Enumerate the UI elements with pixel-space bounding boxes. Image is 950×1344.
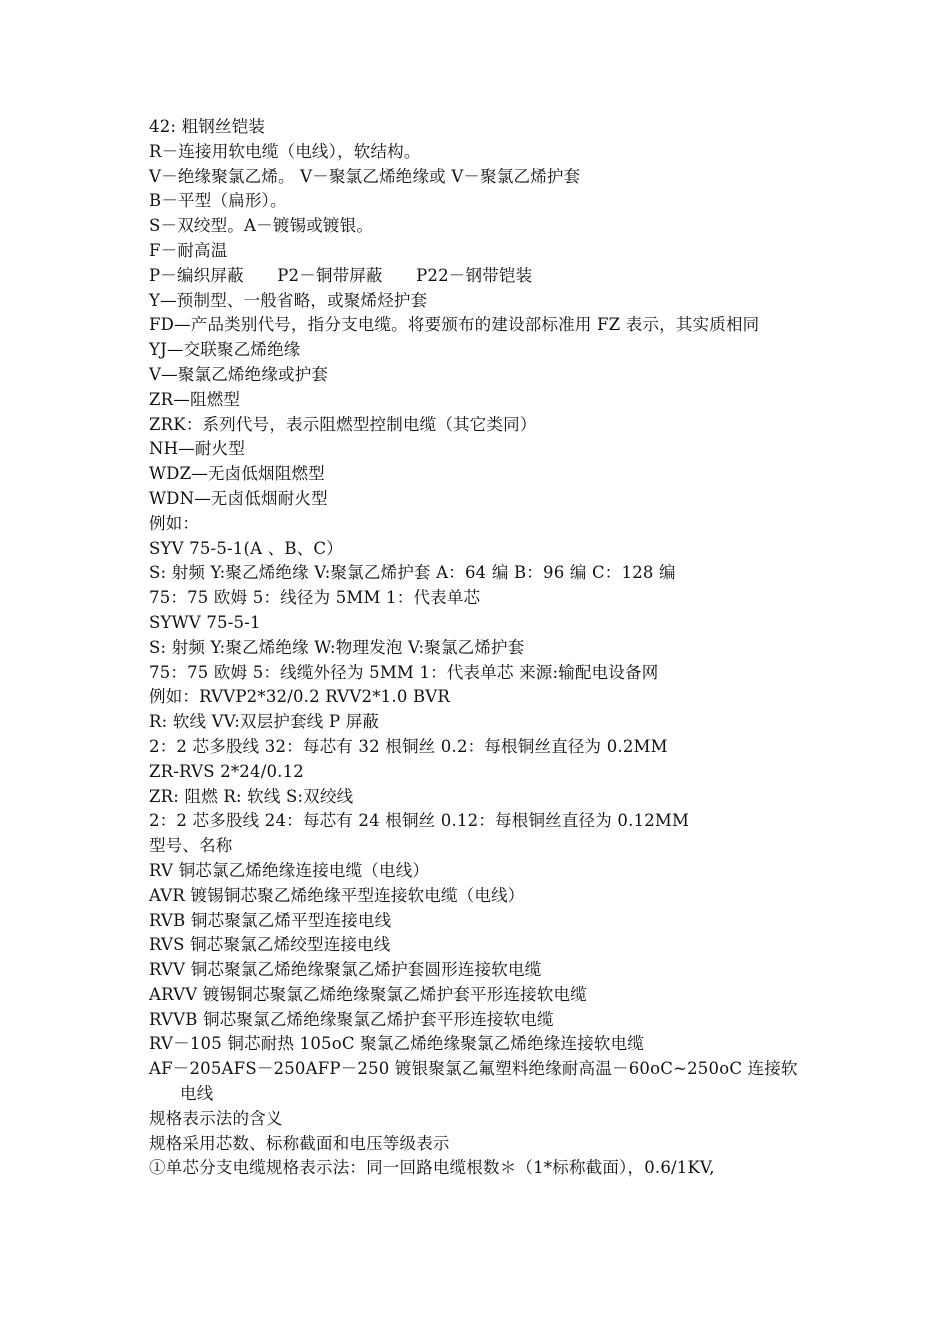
text-line: NH—耐火型 — [149, 439, 246, 459]
text-line: RV 铜芯氯乙烯绝缘连接电缆（电线） — [149, 860, 430, 880]
text-line: FD—产品类别代号，指分支电缆。将要颁布的建设部标准用 FZ 表示，其实质相同 — [149, 315, 760, 335]
text-line: SYWV 75-5-1 — [149, 612, 261, 632]
text-line: WDZ—无卤低烟阻燃型 — [149, 464, 325, 484]
text-line: V—聚氯乙烯绝缘或护套 — [149, 364, 329, 384]
text-line: 2：2 芯多股线 24：每芯有 24 根铜丝 0.12：每根铜丝直径为 0.12MM — [149, 811, 690, 831]
text-line: ZR: 阻燃 R: 软线 S:双绞线 — [149, 786, 354, 806]
text-line: SYV 75-5-1(A 、B、C） — [149, 538, 343, 558]
document-body — [149, 115, 814, 1181]
text-line: ARVV 镀锡铜芯聚氯乙烯绝缘聚氯乙烯护套平形连接软电缆 — [149, 984, 587, 1004]
text-line: 规格表示法的含义 — [149, 1108, 283, 1128]
text-line: AF－205AFS－250AFP－250 镀银聚氯乙氟塑料绝缘耐高温－60oC~250oC 连接软电线 — [149, 1059, 798, 1104]
text-line: RV－105 铜芯耐热 105oC 聚氯乙烯绝缘聚氯乙烯绝缘连接软电缆 — [149, 1034, 645, 1054]
text-line: ZR-RVS 2*24/0.12 — [149, 761, 305, 781]
text-line: P－编织屏蔽 P2－铜带屏蔽 P22－钢带铠装 — [149, 265, 533, 285]
text-line: RVV 铜芯聚氯乙烯绝缘聚氯乙烯护套圆形连接软电缆 — [149, 960, 542, 980]
text-line: ①单芯分支电缆规格表示法：同一回路电缆根数＊（1*标称截面），0.6/1KV, — [149, 1158, 715, 1178]
text-line: ZR—阻燃型 — [149, 389, 241, 409]
text-line: B－平型（扁形）。 — [149, 191, 287, 211]
text-line: R: 软线 VV:双层护套线 P 屏蔽 — [149, 712, 380, 732]
text-line: S－双绞型。A－镀锡或镀银。 — [149, 216, 374, 236]
text-line: ZRK：系列代号，表示阻燃型控制电缆（其它类同） — [149, 414, 537, 434]
text-line: S: 射频 Y:聚乙烯绝缘 V:聚氯乙烯护套 A：64 编 B：96 编 C：128 编 — [149, 563, 676, 583]
text-line: AVR 镀锡铜芯聚乙烯绝缘平型连接软电缆（电线） — [149, 885, 525, 905]
text-line: F－耐高温 — [149, 240, 228, 260]
text-line: R－连接用软电缆（电线），软结构。 — [149, 141, 421, 161]
text-line: Y—预制型、一般省略，或聚烯烃护套 — [149, 290, 428, 310]
text-line: 42: 粗钢丝铠装 — [149, 117, 266, 136]
text-line: RVVB 铜芯聚氯乙烯绝缘聚氯乙烯护套平形连接软电缆 — [149, 1009, 554, 1029]
text-line: 规格采用芯数、标称截面和电压等级表示 — [149, 1133, 450, 1153]
text-line: 例如： — [149, 513, 200, 533]
text-line: YJ—交联聚乙烯绝缘 — [149, 340, 301, 360]
text-line: S: 射频 Y:聚乙烯绝缘 W:物理发泡 V:聚氯乙烯护套 — [149, 637, 525, 657]
text-line: 75：75 欧姆 5：线缆外径为 5MM 1：代表单芯 来源:输配电设备网 — [149, 662, 659, 682]
text-line: RVS 铜芯聚氯乙烯绞型连接电线 — [149, 935, 391, 955]
text-line: V－绝缘聚氯乙烯。 V－聚氯乙烯绝缘或 V－聚氯乙烯护套 — [149, 166, 581, 186]
text-line: 例如：RVVP2*32/0.2 RVV2*1.0 BVR — [149, 687, 451, 707]
text-line: 75：75 欧姆 5：线径为 5MM 1：代表单芯 — [149, 588, 481, 608]
text-line: WDN—无卤低烟耐火型 — [149, 488, 328, 508]
text-line: 型号、名称 — [149, 836, 233, 856]
text-line: RVB 铜芯聚氯乙烯平型连接电线 — [149, 910, 392, 930]
text-line: 2：2 芯多股线 32：每芯有 32 根铜丝 0.2：每根铜丝直径为 0.2MM — [149, 736, 668, 756]
